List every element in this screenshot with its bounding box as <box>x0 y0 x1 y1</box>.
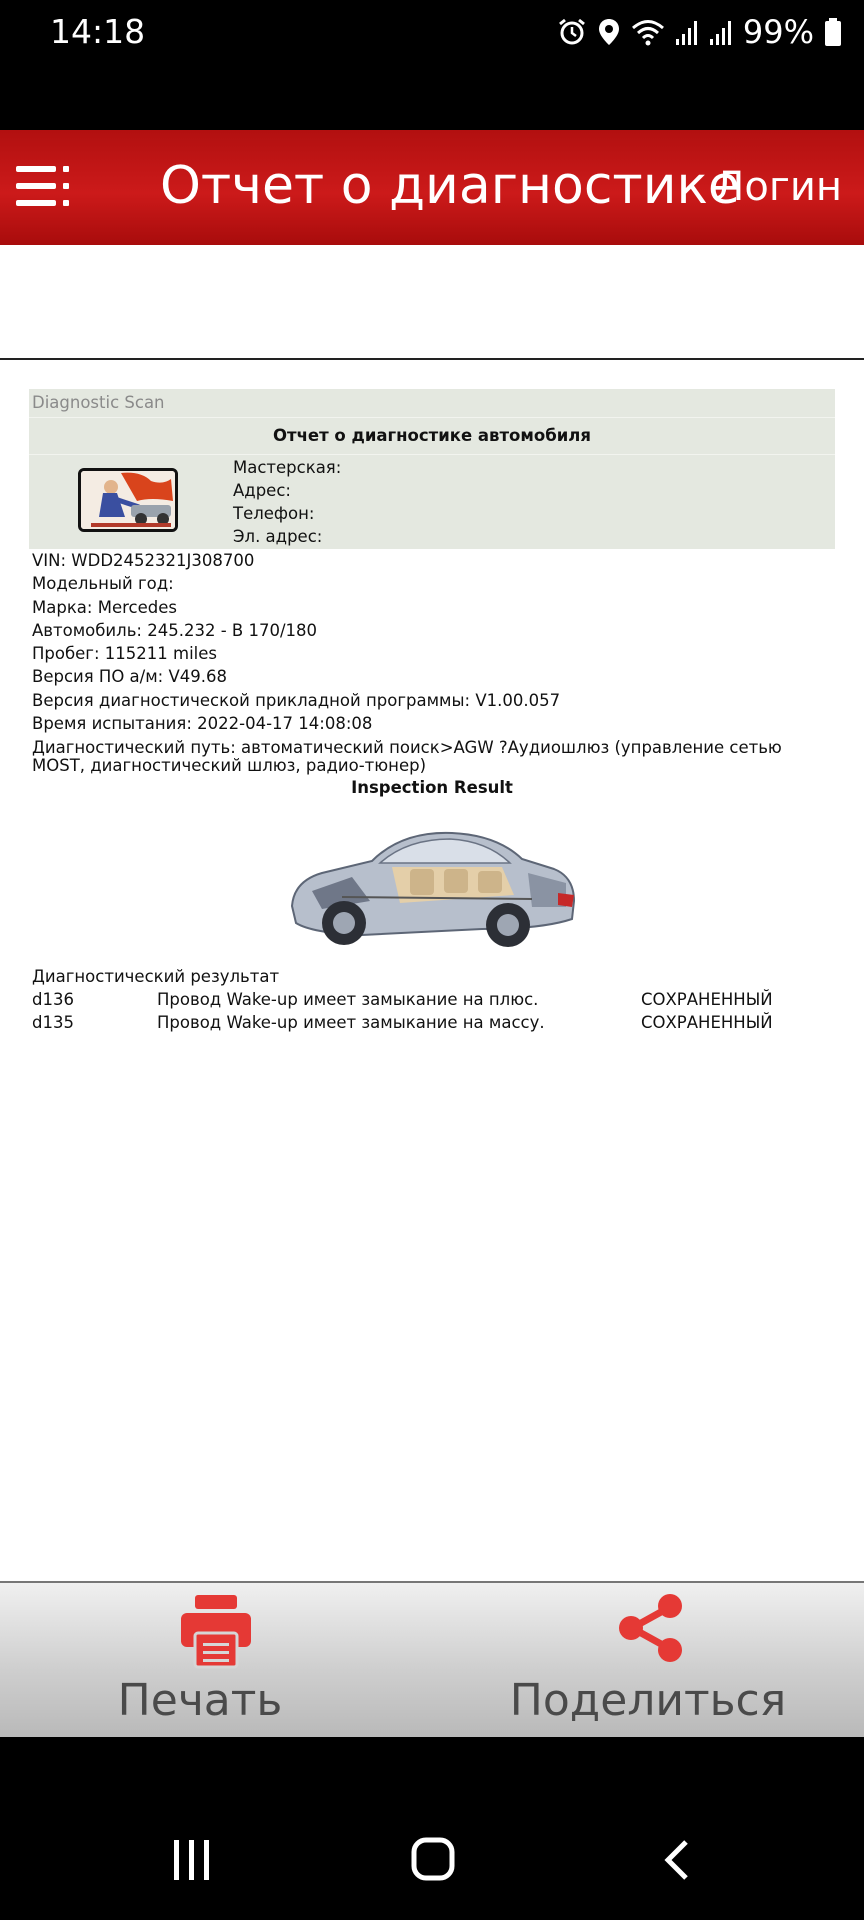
menu-button[interactable] <box>10 158 76 218</box>
report-header <box>29 389 835 549</box>
status-icons <box>557 12 842 52</box>
battery-icon <box>824 17 842 47</box>
workshop-name-label: Мастерская: <box>233 458 342 477</box>
hamburger-menu-icon <box>10 158 76 218</box>
share-button[interactable] <box>432 1583 864 1739</box>
app-version-line: Версия диагностической прикладной программы: V1.00.057 <box>32 690 561 710</box>
mileage-line: Пробег: 115211 miles <box>32 644 217 664</box>
signal-icon <box>675 17 699 47</box>
location-icon <box>597 17 621 47</box>
dtc-code: d135 <box>32 1013 74 1033</box>
share-label: Поделиться <box>509 1675 787 1726</box>
toolbar-area <box>0 245 864 360</box>
diagnostic-scan-label: Diagnostic Scan <box>32 393 165 412</box>
print-label: Печать <box>117 1675 283 1726</box>
dtc-row <box>29 1011 835 1034</box>
workshop-email-label: Эл. адрес: <box>233 527 323 546</box>
vehicle-info <box>29 549 835 776</box>
app-header <box>0 130 864 245</box>
car-cutaway-image <box>282 811 582 961</box>
workshop-phone-label: Телефон: <box>233 504 315 523</box>
dtc-description: Провод Wake-up имеет замыкание на плюс. <box>157 990 539 1010</box>
wifi-icon <box>631 17 665 47</box>
dtc-status: СОХРАНЕННЫЙ <box>641 990 773 1010</box>
bottom-action-bar <box>0 1581 864 1737</box>
vehicle-line: Автомобиль: 245.232 - B 170/180 <box>32 620 318 640</box>
vin-line: VIN: WDD2452321J308700 <box>32 551 255 570</box>
workshop-block <box>29 454 835 549</box>
inspection-result-title: Inspection Result <box>351 778 513 798</box>
diagnostic-report <box>29 389 835 1034</box>
report-title: Отчет о диагностике автомобиля <box>29 417 835 454</box>
diagnostic-result-header: Диагностический результат <box>32 967 280 987</box>
home-icon[interactable] <box>410 1836 456 1882</box>
workshop-address-label: Адрес: <box>233 481 291 500</box>
signal-icon <box>709 17 733 47</box>
alarm-icon <box>557 17 587 47</box>
battery-percent: 99% <box>742 13 814 51</box>
dtc-status: СОХРАНЕННЫЙ <box>641 1013 773 1033</box>
print-button[interactable] <box>0 1583 432 1739</box>
printer-icon <box>179 1593 253 1669</box>
back-icon[interactable] <box>660 1838 692 1882</box>
status-time: 14:18 <box>50 12 146 51</box>
page-title: Отчет о диагностике <box>160 156 740 216</box>
dtc-row <box>29 988 835 1011</box>
mechanic-logo-icon <box>78 468 178 532</box>
dtc-description: Провод Wake-up имеет замыкание на массу. <box>157 1013 545 1033</box>
diagnostic-path-line: Диагностический путь: автоматический поиск>AGW ?Аудиошлюз (управление сетью MOST, диагностический шлюз, радио-тюнер) <box>32 738 782 776</box>
make-line: Марка: Mercedes <box>32 597 177 617</box>
recent-apps-icon[interactable] <box>172 1838 212 1882</box>
dtc-code: d136 <box>32 990 74 1010</box>
login-button[interactable]: Логин <box>714 164 842 210</box>
test-time-line: Время испытания: 2022-04-17 14:08:08 <box>32 714 373 734</box>
navigation-bar <box>0 1737 864 1920</box>
sw-version-line: Версия ПО а/м: V49.68 <box>32 667 227 687</box>
model-year-line: Модельный год: <box>32 574 174 594</box>
share-icon <box>616 1593 686 1663</box>
workshop-fields <box>233 456 341 548</box>
status-bar <box>0 0 864 130</box>
